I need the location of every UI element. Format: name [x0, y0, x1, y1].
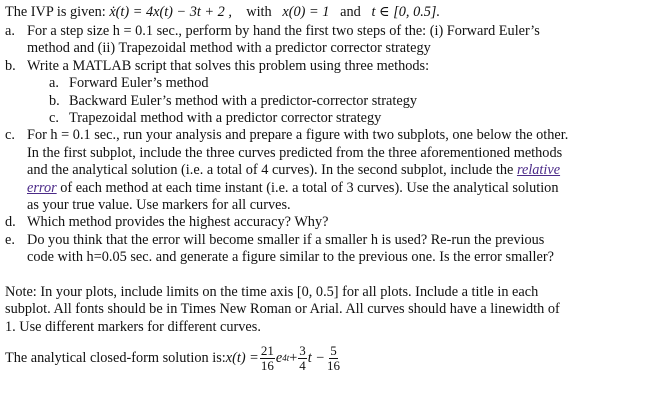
item-c-line3-text: and the analytical solution (i.e. a total of 4 curves). In the second subplot, include the [27, 162, 514, 179]
item-c-line2: In the first subplot, include the three curves predicted from the three aforementioned methods [27, 144, 563, 161]
fraction-21-16 [260, 344, 275, 373]
sub-marker: b. [49, 92, 60, 109]
sub-item-a [49, 75, 644, 92]
fraction-denominator: 16 [260, 358, 274, 374]
item-c-line3 [27, 162, 644, 179]
plus-sign: + [289, 350, 298, 367]
note-line1: Note: In your plots, include limits on the time axis [0, 0.5] for all plots. Include a title in each [5, 283, 539, 300]
note-line2: subplot. All fonts should be in Times New Roman or Arial. All curves should have a linewidth of [5, 301, 560, 318]
and-label: and [340, 4, 361, 20]
item-e-line1: Do you think that the error will become smaller if a smaller h is used? Re-run the previous [27, 231, 545, 248]
fraction-3-4 [298, 344, 307, 373]
marker-e: e. [5, 231, 15, 248]
error-link: error [27, 179, 57, 196]
with-label: with [246, 4, 272, 20]
solution-lhs: x(t) = [225, 350, 259, 367]
fraction-denominator: 4 [299, 358, 306, 374]
marker-c: c. [5, 127, 15, 144]
sub-item-c [49, 110, 644, 127]
item-c-line4-text: of each method at each time instant (i.e. a total of 3 curves). Use the analytical solution [56, 179, 559, 196]
marker-a: a. [5, 23, 15, 39]
fraction-numerator: 3 [299, 343, 306, 359]
solution-prefix: The analytical closed-form solution is: [5, 350, 226, 367]
item-c-line5: as your true value. Use markers for all curves. [27, 197, 291, 214]
intro-prefix: The IVP is given: [5, 4, 110, 20]
relative-link: relative [516, 162, 561, 179]
sub-item-text: Forward Euler’s method [69, 75, 209, 92]
fraction-numerator: 5 [330, 343, 337, 359]
sub-marker: a. [49, 75, 59, 92]
ode-equation: ẋ(t) = 4x(t) − 3t + 2 , [109, 4, 232, 20]
list-item-c [5, 127, 644, 214]
fraction-denominator: 16 [326, 358, 340, 374]
note-paragraph [5, 284, 644, 336]
item-c-line1: For h = 0.1 sec., run your analysis and prepare a figure with two subplots, one below the other. [27, 127, 569, 144]
item-a-line1: For a step size h = 0.1 sec., perform by hand the first two steps of the: (i) Forward Euler’s [27, 23, 540, 39]
note-line3: 1. Use different markers for different curves. [5, 318, 261, 335]
sub-item-b [49, 93, 644, 110]
list-item-b [5, 58, 644, 128]
item-e-line2: code with h=0.05 sec. and generate a figure similar to the previous one. Is the error smaller? [27, 249, 554, 266]
item-d-line1: Which method provides the highest accuracy? Why? [27, 214, 329, 231]
t-minus: t − [307, 350, 325, 367]
marker-d: d. [5, 214, 16, 231]
item-a-line2: method and (ii) Trapezoidal method with a predictor corrector strategy [27, 40, 431, 57]
list-item-d [5, 214, 644, 231]
sub-item-text: Backward Euler’s method with a predictor-corrector strategy [69, 92, 417, 109]
exp-power: 4t [282, 353, 290, 364]
sub-list [27, 75, 644, 127]
item-c-line4 [27, 180, 644, 197]
item-b-line1: Write a MATLAB script that solves this problem using three methods: [27, 57, 430, 74]
analytical-solution [5, 339, 644, 379]
list-item-e [5, 232, 644, 267]
fraction-numerator: 21 [260, 343, 274, 359]
exp-base: e [275, 350, 283, 367]
time-domain: t ∈ [0, 0.5]. [371, 4, 441, 20]
ivp-intro [5, 2, 644, 23]
fraction-5-16 [326, 344, 341, 373]
marker-b: b. [5, 57, 16, 74]
initial-condition: x(0) = 1 [282, 4, 330, 20]
sub-item-text: Trapezoidal method with a predictor corrector strategy [69, 110, 382, 127]
sub-marker: c. [49, 110, 59, 127]
list-item-a [5, 23, 644, 58]
